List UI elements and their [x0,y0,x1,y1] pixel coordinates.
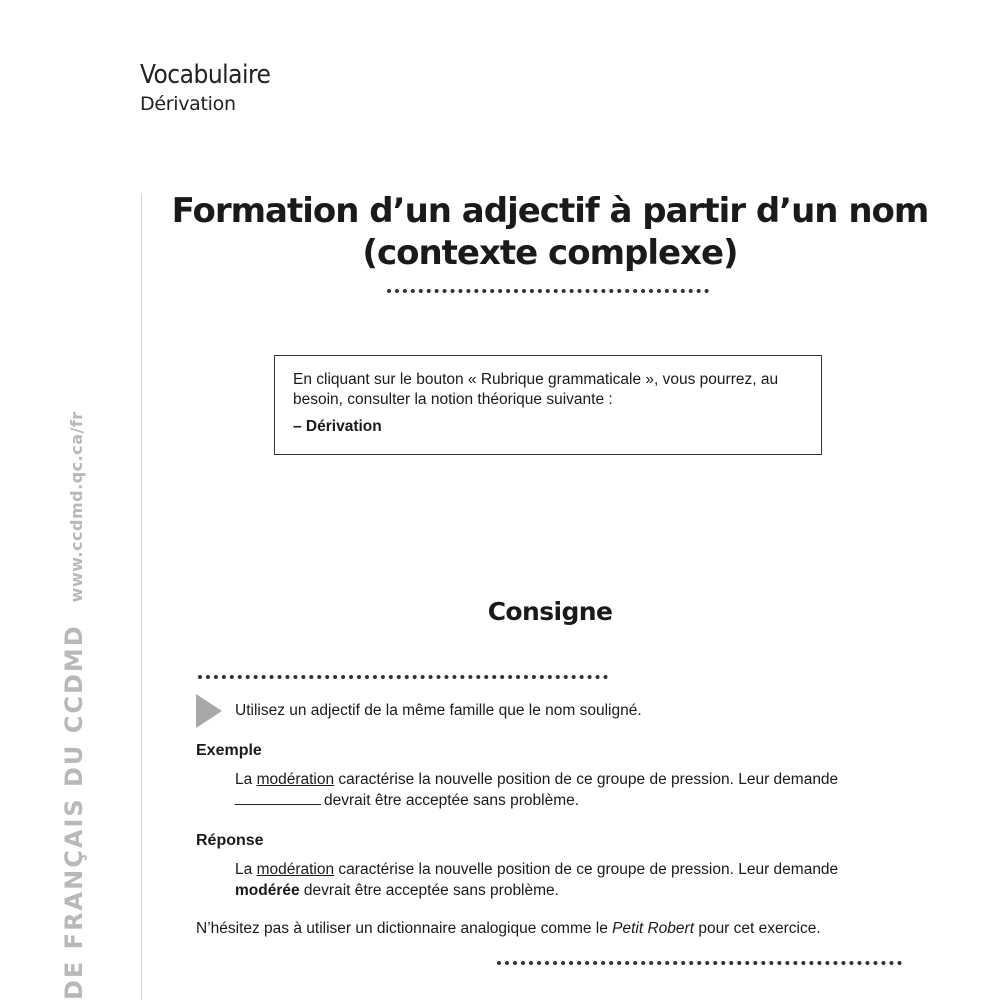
exemple-underlined-noun: modération [256,771,335,788]
grammar-note-text: En cliquant sur le bouton « Rubrique grammaticale », vous pourrez, au besoin, consulter la notion théorique suivante : [293,371,779,408]
page-title [150,190,950,274]
exemple-text-middle: caractérise la nouvelle position de ce groupe de pression. Leur demande [334,771,839,788]
publisher-url: www.ccdmd.qc.ca/fr [67,411,86,603]
margin-rule [141,195,142,1000]
consigne-dotted-divider [198,675,608,679]
dictionary-title: Petit Robert [612,920,695,937]
dictionary-hint [196,920,821,938]
reponse-answer: modérée [235,882,300,899]
bottom-dotted-divider [497,961,902,965]
exemple-label: Exemple [196,742,262,759]
dictionary-hint-after: pour cet exercice. [694,920,821,937]
page-title-line-2: (contexte complexe) [362,233,738,273]
sidebar-vertical-text [60,411,100,1000]
reponse-text-middle: caractérise la nouvelle position de ce groupe de pression. Leur demande [334,861,839,878]
instruction-text: Utilisez un adjectif de la même famille que le nom souligné. [235,702,642,719]
play-arrow-icon [196,694,222,728]
publisher-text: DE FRANÇAIS DU CCDMD [60,624,88,1000]
consigne-heading: Consigne [487,597,613,626]
reponse-text-before: La [235,861,257,878]
title-dotted-divider [387,289,709,293]
reponse-text-after: devrait être acceptée sans problème. [299,882,559,899]
reponse-paragraph [235,859,905,901]
answer-blank[interactable] [235,790,321,805]
reponse-underlined-noun: modération [256,861,335,878]
exemple-paragraph [235,769,905,811]
section-title: Vocabulaire [140,60,271,90]
reponse-label: Réponse [196,832,264,849]
exemple-text-after: devrait être acceptée sans problème. [324,792,580,809]
subsection-title: Dérivation [140,93,236,115]
page-title-line-1: Formation d’un adjectif à partir d’un nom [171,191,929,231]
grammar-note-item: – Dérivation [293,418,382,435]
exemple-text-before: La [235,771,257,788]
grammar-note-box [274,355,822,455]
dictionary-hint-before: N’hésitez pas à utiliser un dictionnaire analogique comme le [196,920,613,937]
